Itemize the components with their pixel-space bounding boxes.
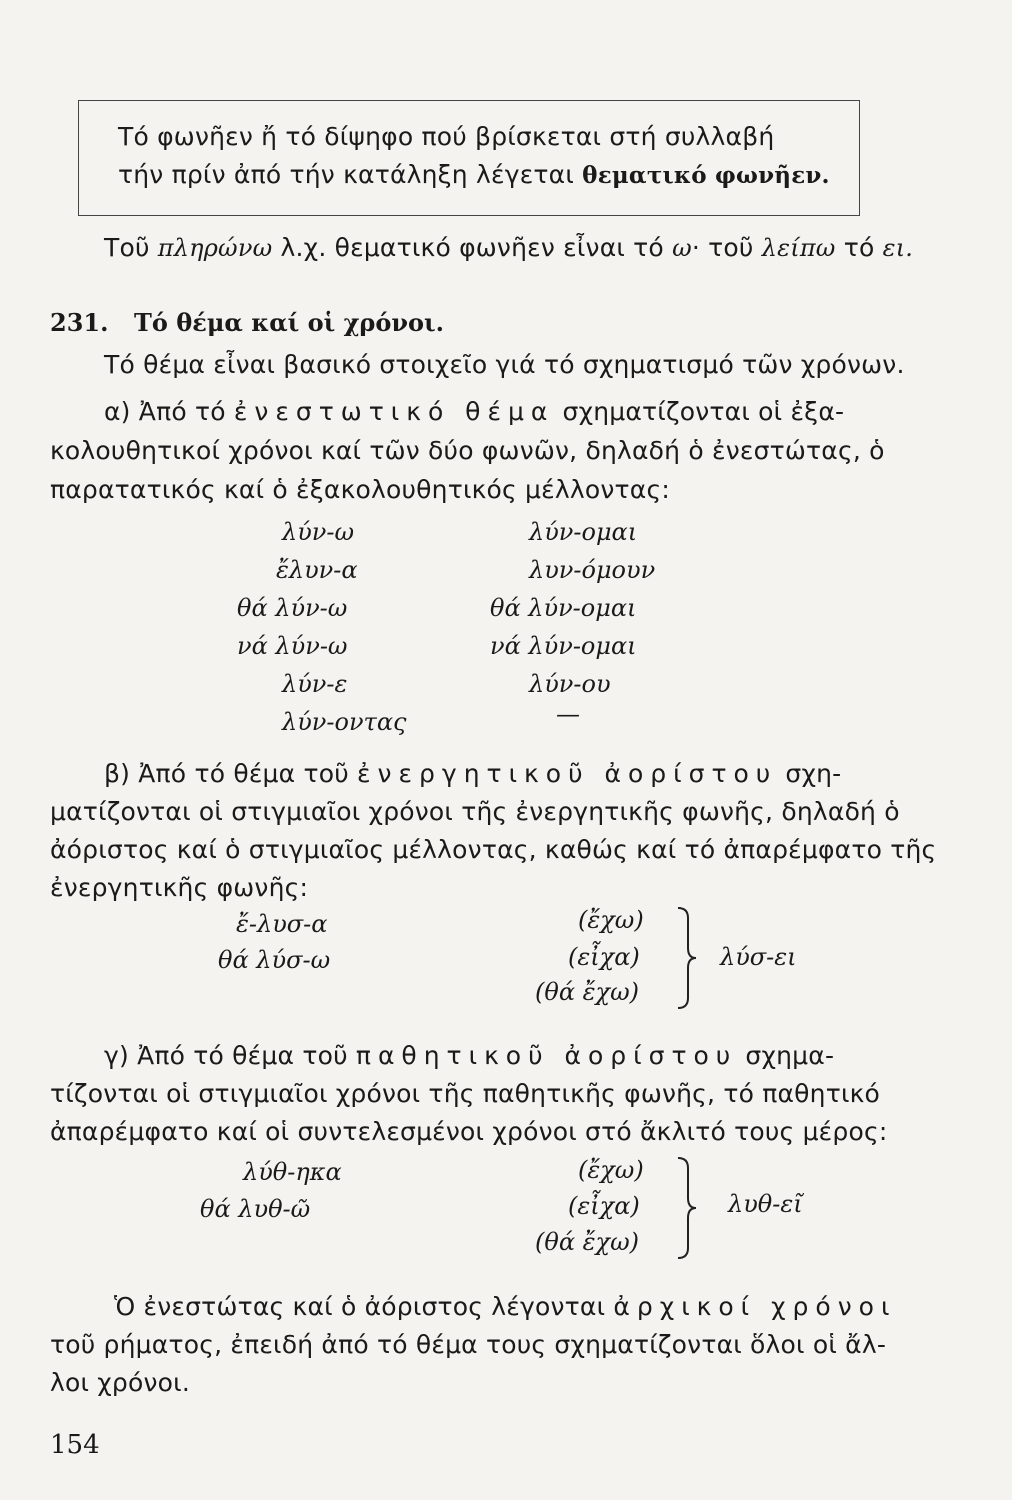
table-b-form-1: ἔ-λυσ-α [236,910,328,938]
table-a-passive-4: νά λύν-ομαι [490,632,637,660]
table-c-form-2: θά λυθ-ῶ [200,1195,311,1223]
para-a-line-1: α) Ἀπό τό ἐνεστωτικό θέμα σχηματίζονται οἱ ἐξα- [104,397,845,426]
para-b-line-1: β) Ἀπό τό θέμα τοῦ ἐνεργητικοῦ ἀορίστου σχη- [104,759,842,788]
intro-text: Τό θέμα εἶναι βασικό στοιχεῖο γιά τό σχηματισμό τῶν χρόνων. [104,350,905,379]
table-c-brace [670,1154,700,1262]
para-c-line-1: γ) Ἀπό τό θέμα τοῦ παθητικοῦ ἀορίστου σχημα- [104,1041,835,1070]
section-title: Τό θέμα καί οἱ χρόνοι. [134,308,444,337]
para-a-line-2: κολουθητικοί χρόνοι καί τῶν δύο φωνῶν, δηλαδή ὁ ἐνεστώτας, ὁ [50,436,885,465]
conclusion-line-2: τοῦ ρήματος, ἐπειδή ἀπό τό θέμα τους σχηματίζονται ὅλοι οἱ ἄλ- [50,1330,887,1359]
table-a-active-3: θά λύν-ω [237,594,348,622]
table-a-passive-5: λύν-ου [529,670,611,698]
para-c-line-2: τίζονται οἱ στιγμιαῖοι χρόνοι τῆς παθητικῆς φωνῆς, τό παθητικό [50,1079,881,1108]
para-b-line-4: ἐνεργητικῆς φωνῆς: [50,873,309,902]
definition-line-2: τήν πρίν ἀπό τήν κατάληξη λέγεται θεματικό φωνῆεν. [118,160,830,189]
table-c-aux-2: (εἶχα) [568,1192,640,1220]
table-a-active-6: λύν-οντας [282,708,407,736]
table-c-form-1: λύθ-ηκα [243,1158,342,1186]
table-c-aux-3: (θά ἔχω) [535,1228,640,1256]
para-b-line-3: ἀόριστος καί ὁ στιγμιαῖος μέλλοντας, καθώς καί τό ἀπαρέμφατο τῆς [50,835,937,864]
definition-line-1: Τό φωνῆεν ἤ τό δίψηφο πού βρίσκεται στή συλλαβή [118,122,775,151]
definition-term: θεματικό φωνῆεν. [582,162,830,189]
table-a-passive-1: λύν-ομαι [529,518,638,546]
conclusion-line-3: λοι χρόνοι. [50,1368,190,1397]
conclusion-line-1: Ὁ ἐνεστώτας καί ὁ ἀόριστος λέγονται ἀρχικοί χρόνοι [114,1292,897,1321]
para-b-line-2: ματίζονται οἱ στιγμιαῖοι χρόνοι τῆς ἐνεργητικῆς φωνῆς, δηλαδή ὁ [50,797,900,826]
table-a-active-4: νά λύν-ω [237,632,348,660]
table-b-brace [670,904,700,1012]
conclusion-term: ἀρχικοί χρόνοι [613,1292,897,1321]
table-a-passive-2: λυν-όμουν [529,556,656,584]
table-c-infinitive: λυθ-εῖ [728,1190,803,1218]
table-a-active-5: λύν-ε [282,670,348,698]
table-a-active-1: λύν-ω [282,518,355,546]
table-b-aux-1: (ἔχω) [578,906,644,934]
para-b-term: ἐνεργητικοῦ ἀορίστου [357,759,778,788]
example-line: Τοῦ πληρώνω λ.χ. θεματικό φωνῆεν εἶναι τό ω· τοῦ λείπω τό ει. [104,233,914,262]
para-c-term: παθητικοῦ ἀορίστου [355,1041,738,1070]
table-c-aux-1: (ἔχω) [578,1156,644,1184]
table-a-passive-6: — [556,700,580,728]
para-a-term: ἐνεστωτικό θέμα [233,397,555,426]
para-c-line-3: ἀπαρέμφατο καί οἱ συντελεσμένοι χρόνοι στό ἄκλιτό τους μέρος: [50,1117,888,1146]
table-a-active-2: ἔλυν-α [276,556,358,584]
table-a-passive-3: θά λύν-ομαι [490,594,637,622]
page-number: 154 [50,1430,100,1460]
table-b-form-2: θά λύσ-ω [218,946,331,974]
para-a-line-3: παρατατικός καί ὁ ἐξακολουθητικός μέλλοντας: [50,475,670,504]
table-b-infinitive: λύσ-ει [720,943,797,971]
section-number: 231. [50,308,109,337]
table-b-aux-2: (εἶχα) [568,943,640,971]
table-b-aux-3: (θά ἔχω) [535,978,640,1006]
